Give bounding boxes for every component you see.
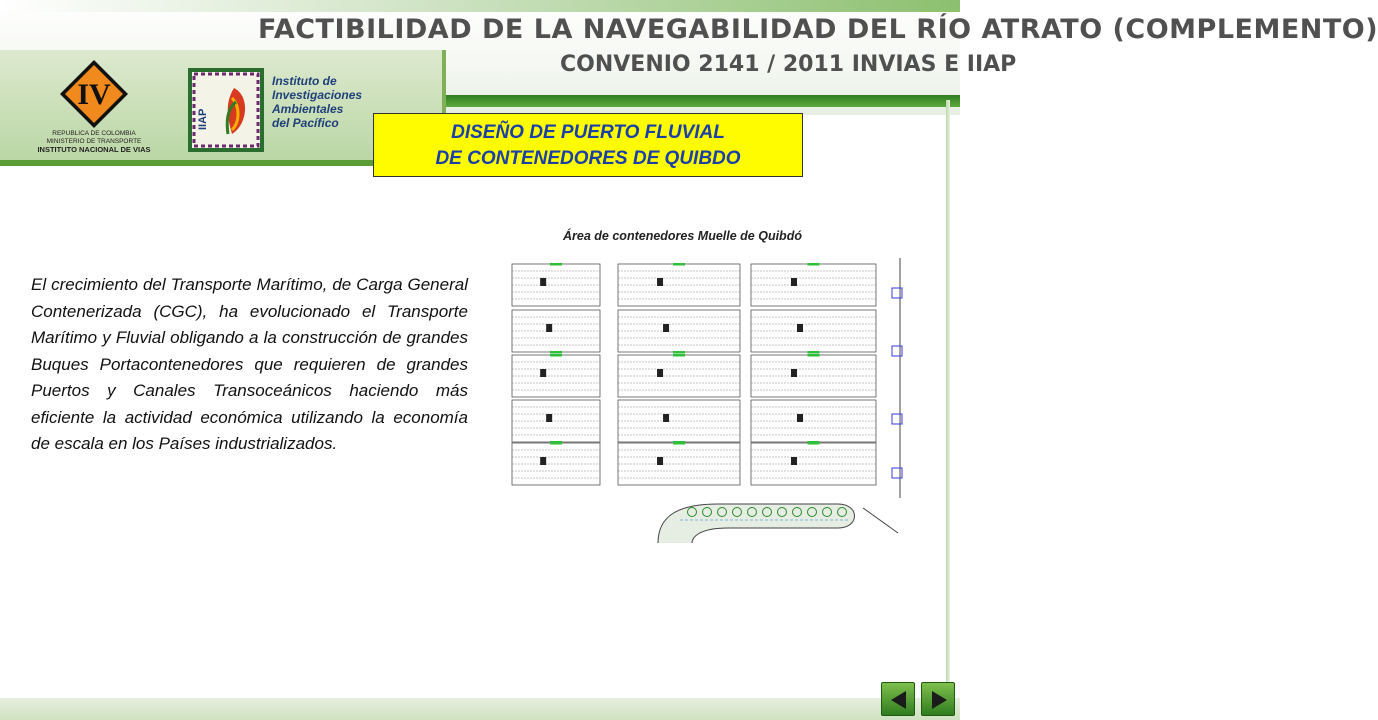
right-decor-line — [946, 100, 950, 700]
iiap-name — [272, 74, 362, 130]
iiap-name-line-1: Instituto de — [272, 74, 337, 88]
yard-green-marker — [550, 351, 562, 354]
yard-equipment-mark — [791, 457, 797, 465]
container-yard-plan — [508, 258, 906, 543]
yard-green-marker — [808, 354, 820, 357]
slide-title-line-1: DISEÑO DE PUERTO FLUVIAL — [451, 122, 725, 143]
yard-equipment-mark — [657, 278, 663, 286]
footer-bar — [0, 698, 960, 720]
invias-line-1: REPUBLICA DE COLOMBIA — [52, 130, 136, 137]
yard-equipment-mark — [663, 414, 669, 422]
yard-green-marker — [673, 263, 685, 266]
yard-equipment-mark — [657, 369, 663, 377]
previous-slide-button[interactable] — [881, 682, 915, 716]
yard-equipment-mark — [540, 369, 546, 377]
iiap-name-line-4: del Pacífico — [272, 116, 339, 130]
header-title: FACTIBILIDAD DE LA NAVEGABILIDAD DEL RÍO ATRATO (COMPLEMENTO) — [258, 14, 1378, 45]
header-subtitle: CONVENIO 2141 / 2011 INVIAS E IIAP — [560, 52, 1017, 77]
yard-green-marker — [673, 442, 685, 445]
yard-equipment-mark — [540, 457, 546, 465]
next-arrow-icon — [922, 683, 956, 717]
invias-caption — [14, 130, 174, 154]
container-yard-plan-drawing — [508, 258, 906, 543]
yard-green-marker — [808, 351, 820, 354]
svg-text:IV: IV — [77, 78, 111, 111]
slide-title-box — [373, 113, 803, 177]
yard-green-marker — [550, 263, 562, 266]
iiap-logo — [188, 68, 264, 152]
invias-line-2: MINISTERIO DE TRANSPORTE — [46, 138, 142, 145]
iiap-name-line-3: Ambientales — [272, 102, 344, 116]
invias-diamond-logo — [58, 58, 130, 130]
slide-title-line-2: DE CONTENEDORES DE QUIBDO — [435, 148, 741, 169]
yard-equipment-mark — [663, 324, 669, 332]
previous-arrow-icon — [882, 683, 916, 717]
body-paragraph: El crecimiento del Transporte Marítimo, de Carga General Contenerizada (CGC), ha evolucionado el Transporte Marítimo y Fluvial obligando a la construcción de grandes Buques Portacontenedores que requieren de grandes Puertos y Canales Transoceánicos haciendo más eficiente la actividad económica utilizando la economía de escala en los Países industrializados. — [31, 275, 468, 453]
yard-equipment-mark — [540, 278, 546, 286]
next-slide-button[interactable] — [921, 682, 955, 716]
yard-green-marker — [673, 351, 685, 354]
yard-green-marker — [808, 263, 820, 266]
yard-equipment-mark — [657, 457, 663, 465]
plan-road-edge — [863, 508, 898, 533]
yard-equipment-mark — [797, 414, 803, 422]
yard-green-marker — [550, 354, 562, 357]
header-green-bar — [440, 95, 960, 107]
svg-text:IIAP: IIAP — [197, 108, 209, 130]
header-top-stripe — [0, 0, 960, 12]
yard-equipment-mark — [791, 278, 797, 286]
invias-line-3: INSTITUTO NACIONAL DE VIAS — [37, 145, 151, 154]
plan-caption: Área de contenedores Muelle de Quibdó — [563, 229, 802, 243]
iiap-name-line-2: Investigaciones — [272, 88, 363, 102]
yard-equipment-mark — [546, 414, 552, 422]
yard-equipment-mark — [546, 324, 552, 332]
yard-green-marker — [673, 354, 685, 357]
yard-equipment-mark — [791, 369, 797, 377]
yard-green-marker — [550, 442, 562, 445]
yard-equipment-mark — [797, 324, 803, 332]
yard-green-marker — [808, 442, 820, 445]
